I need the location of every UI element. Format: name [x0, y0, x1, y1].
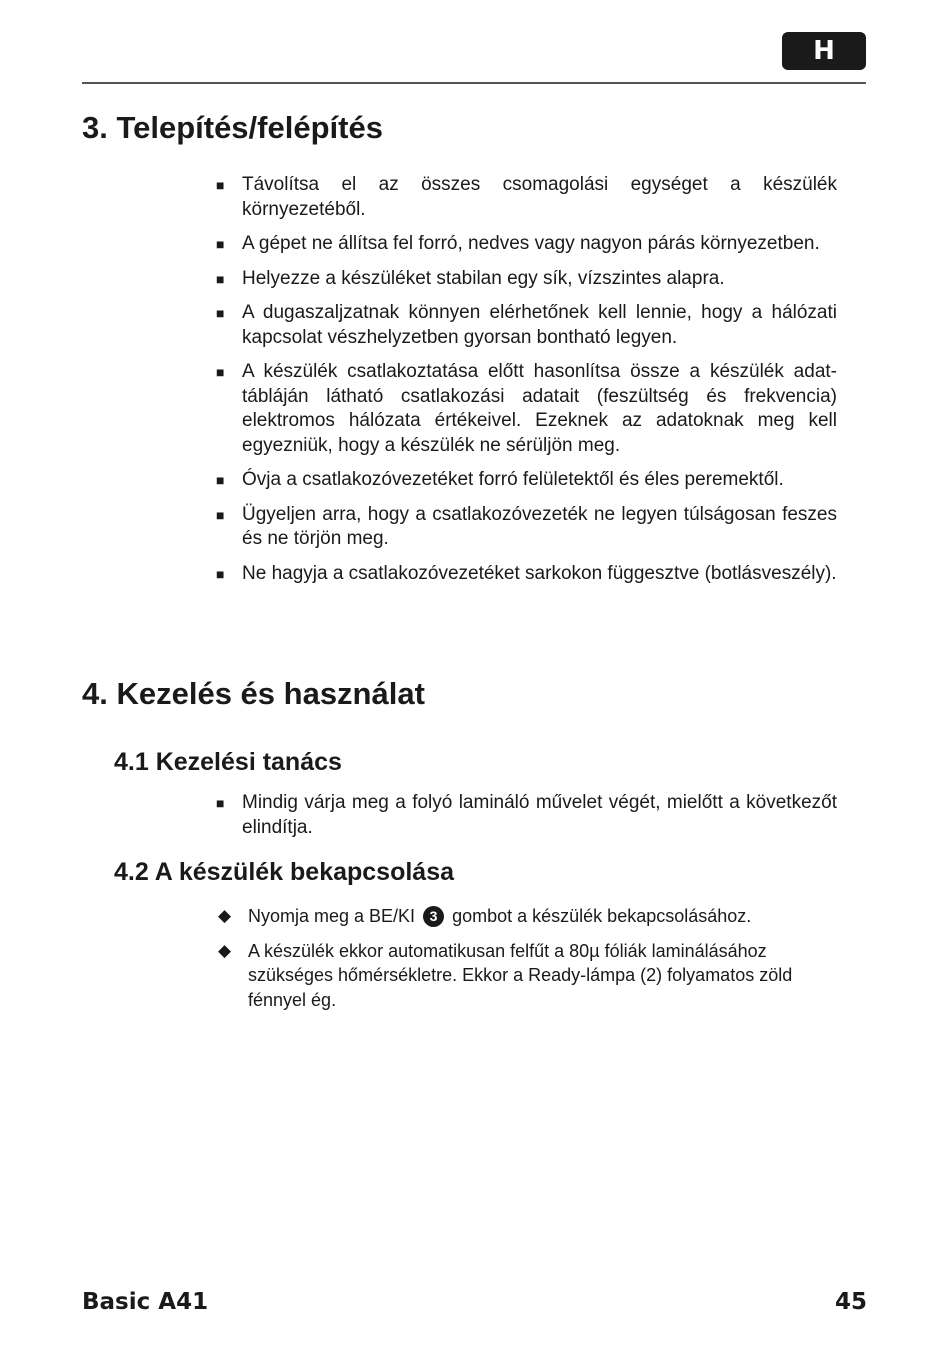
- list-item-text: A dugaszaljzatnak könnyen elérhetőnek kell lennie, hogy a hálózati kapcsolat vészhelyzetben gyorsan bontható legyen.: [242, 302, 837, 348]
- instruction-text-end: gombot a készülék bekapcsolásához.: [452, 906, 752, 926]
- footer-product-name: Basic A41: [82, 1289, 209, 1315]
- subsection-4-1-title: 4.1 Kezelési tanács: [114, 748, 342, 776]
- section-4-title: 4. Kezelés és használat: [82, 676, 425, 711]
- diamond-bullet-icon: ◆: [218, 940, 232, 960]
- section-3-list: [216, 173, 837, 596]
- subsection-4-1-list: [216, 791, 837, 850]
- list-item: [216, 301, 837, 350]
- list-item: [216, 173, 837, 222]
- list-item-text: Távolítsa el az összes csomagolási egységet a készülék környezetéből.: [242, 174, 837, 220]
- list-item-text: Óvja a csatlakozóvezetéket forró felületektől és éles peremektől.: [242, 469, 784, 490]
- diamond-bullet-icon: ◆: [218, 906, 232, 925]
- list-item: [216, 267, 837, 292]
- list-item: [216, 360, 837, 458]
- list-item: [216, 562, 837, 587]
- square-bullet-icon: ■: [216, 795, 225, 811]
- instruction-text-start: Nyomja meg a BE/KI: [248, 906, 416, 926]
- list-item: [216, 232, 837, 257]
- subsection-4-2-list: [218, 904, 840, 1022]
- list-item-text: Ne hagyja a csatlakozóvezetéket sarkokon függesztve (botlásveszély).: [242, 562, 837, 584]
- square-bullet-icon: ■: [216, 177, 225, 193]
- square-bullet-icon: ■: [216, 305, 225, 321]
- button-number-3-icon: 3: [423, 906, 444, 927]
- list-item-text: Mindig várja meg a folyó lamináló művelet végét, mielőtt a következőt elindítja.: [242, 792, 837, 838]
- language-badge: H: [782, 32, 866, 70]
- square-bullet-icon: ■: [216, 472, 225, 488]
- header-divider: [82, 82, 866, 84]
- square-bullet-icon: ■: [216, 565, 225, 582]
- list-item: [216, 503, 837, 552]
- square-bullet-icon: ■: [216, 236, 225, 252]
- list-item-text: Ügyeljen arra, hogy a csatlakozóvezeték ne legyen túlságosan feszes és ne törjön meg.: [242, 503, 837, 549]
- list-item-text: Helyezze a készüléket stabilan egy sík, vízszintes alapra.: [242, 267, 725, 289]
- list-item: [216, 791, 837, 840]
- square-bullet-icon: ■: [216, 270, 225, 287]
- square-bullet-icon: ■: [216, 364, 225, 380]
- section-3-title: 3. Telepítés/felépítés: [82, 110, 383, 145]
- footer-page-number: 45: [834, 1289, 867, 1315]
- list-item: [218, 904, 840, 929]
- list-item-text: A gépet ne állítsa fel forró, nedves vagy nagyon párás környezetben.: [242, 233, 820, 254]
- list-item: [216, 468, 837, 493]
- list-item: [218, 939, 840, 1013]
- list-item-text: A készülék ekkor automatikusan felfűt a 80µ fóliák laminálásához szükséges hőmérsékletre. Ekkor a Ready-lámpa (2) folyamatos zöld fénnyel ég.: [248, 940, 793, 1010]
- square-bullet-icon: ■: [216, 506, 225, 523]
- list-item-text: A készülék csatlakoztatása előtt hasonlítsa össze a készülék adattábláján látható csatlakozási adatait (feszültség és frekvencia) elektromos hálózata értékeivel. Ezeknek az adatoknak meg kell egyezniük, hogy a készülék ne sérüljön meg.: [242, 361, 837, 456]
- subsection-4-2-title: 4.2 A készülék bekapcsolása: [114, 858, 455, 886]
